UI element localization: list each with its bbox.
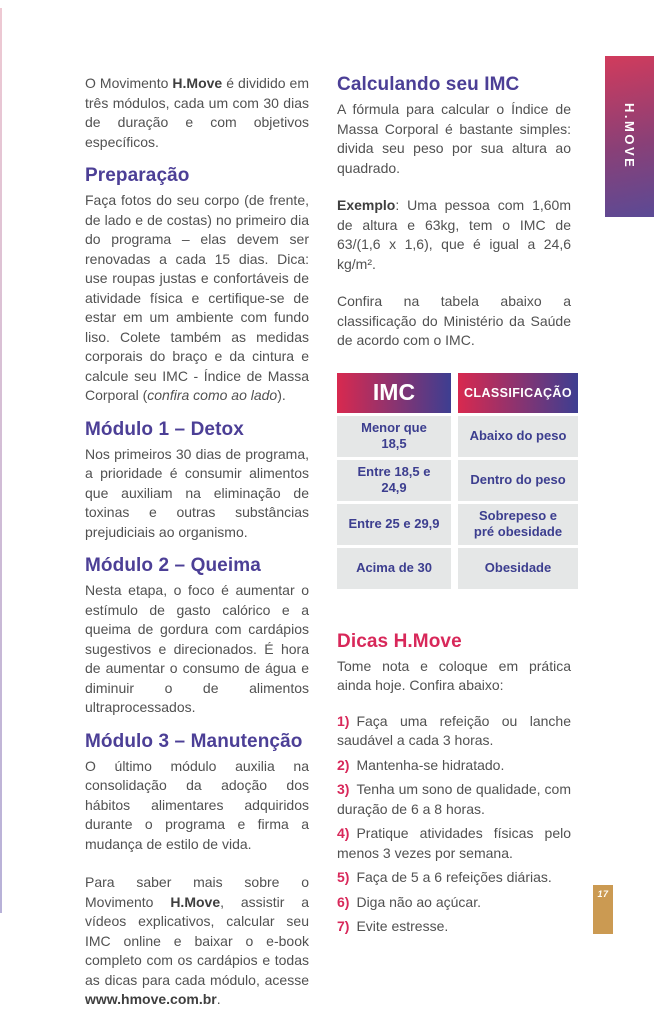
dica-number: 3) [337, 781, 350, 797]
dicas-section [337, 631, 571, 937]
chapter-tab-label: H.MOVE [622, 103, 637, 170]
table-cell-imc-row4: Acima de 30 [337, 548, 451, 589]
outro-text-before: Para saber mais sobre o Movimento [85, 874, 309, 910]
table-cell-imc-row2: Entre 18,5 e 24,9 [337, 460, 451, 501]
outro-text-after: . [216, 991, 221, 1007]
brand-name: H.Move [172, 75, 223, 91]
website-url: www.hmove.com.br [85, 991, 217, 1007]
dica-text: Mantenha-se hidratado. [356, 756, 505, 773]
intro-paragraph [85, 74, 309, 152]
modulo2-paragraph: Nesta etapa, o foco é aumentar o estímulo de gasto calórico e a queima de gordura com cardápios sugestivos e direcionados. É hora de aumentar o consumo de água e diminuir o de alimentos ultraprocessados. [85, 582, 309, 715]
dica-text: Faça uma refeição ou lanche saudável a cada 3 horas. [337, 712, 571, 748]
table-header-classificacao: CLASSIFICAÇÃO [458, 373, 578, 413]
example-label: Exemplo [337, 197, 396, 213]
imc-formula-paragraph: A fórmula para calcular o Índice de Massa Corporal é bastante simples: divida seu peso por sua altura ao quadrado. [337, 101, 571, 176]
imc-table-intro-paragraph: Confira na tabela abaixo a classificação do Ministério da Saúde de acordo com o IMC. [337, 293, 571, 348]
dica-text: Tenha um sono de qualidade, com duração de 6 a 8 horas. [337, 781, 571, 817]
imc-classification-table [337, 373, 571, 589]
preparacao-text: Faça fotos do seu corpo (de frente, de lado e de costas) no primeiro dia do programa – elas devem ser renovadas a cada 15 dias. Dica: use roupas justas e confortáveis de atividade física e certifique-se de estar em um ambiente com fundo liso. Colete também as medidas corporais do braço e da cintura e calcule seu IMC - Índice de Massa Corporal ( [85, 192, 309, 403]
dica-text: Diga não ao açúcar. [356, 893, 481, 910]
table-cell-class-row2: Dentro do peso [458, 460, 578, 501]
table-cell-class-row4: Obesidade [458, 548, 578, 589]
table-cell-class-row1: Abaixo do peso [458, 416, 578, 457]
left-column [85, 74, 309, 1023]
page-number: 17 [597, 889, 609, 899]
chapter-tab-hmove [605, 56, 654, 217]
outro-paragraph [85, 873, 309, 1010]
dica-item-2 [337, 756, 571, 776]
section-title-modulo3: Módulo 3 – Manutenção [85, 730, 303, 752]
modulo1-paragraph: Nos primeiros 30 dias de programa, a prioridade é consumir alimentos que auxiliam na eliminação de toxinas e outras substâncias prejudiciais ao organismo. [85, 445, 309, 540]
dica-item-6 [337, 893, 571, 913]
table-cell-imc-row1: Menor que 18,5 [337, 416, 451, 457]
page-number-badge [593, 885, 613, 934]
section-title-modulo1: Módulo 1 – Detox [85, 418, 244, 440]
table-cell-class-row3: Sobrepeso e pré obesidade [458, 504, 578, 545]
dica-text: Evite estresse. [356, 918, 449, 934]
preparacao-text-end: ). [277, 387, 286, 403]
dica-item-4 [337, 824, 571, 863]
table-cell-imc-row3: Entre 25 e 29,9 [337, 504, 451, 545]
section-title-modulo2: Módulo 2 – Queima [85, 555, 261, 576]
dica-number: 4) [337, 825, 350, 841]
dica-text: Pratique atividades físicas pelo menos 3 vezes por semana. [337, 825, 571, 861]
imc-example-paragraph [337, 196, 571, 274]
section-title-calculando-imc: Calculando seu IMC [337, 74, 520, 95]
dica-number: 7) [337, 918, 350, 934]
dica-number: 6) [337, 893, 350, 910]
outro-text-mid: , assistir a vídeos explicativos, calcular seu IMC online e baixar o e-book completo com os cardápios e todas as dicas para cada módulo, acesse [85, 893, 310, 988]
example-text: : Uma pessoa com 1,60m de altura e 63kg, tem o IMC de 63/(1,6 x 1,6), que é igual a 24,6 kg/m². [337, 197, 571, 272]
section-title-preparacao: Preparação [85, 165, 190, 186]
table-header-imc: IMC [337, 373, 451, 413]
dica-number: 1) [337, 712, 350, 729]
dica-item-5 [337, 868, 571, 888]
dica-number: 2) [337, 756, 350, 773]
dica-item-1 [337, 712, 571, 751]
intro-text-before: O Movimento [85, 75, 173, 91]
dica-text: Faça de 5 a 6 refeições diárias. [356, 869, 552, 885]
page-edge-gradient [0, 8, 2, 913]
dica-number: 5) [337, 869, 350, 885]
dica-item-3 [337, 780, 571, 819]
preparacao-italic-note: confira como ao lado [147, 387, 278, 403]
intro-text-after: é dividido em três módulos, cada um com 30 dias de duração e com objetivos específicos. [85, 75, 310, 150]
section-title-dicas: Dicas H.Move [337, 630, 462, 652]
preparacao-paragraph [85, 191, 309, 406]
right-column [337, 74, 571, 942]
dicas-intro-paragraph: Tome nota e coloque em prática ainda hoje. Confira abaixo: [337, 657, 571, 693]
brand-name: H.Move [170, 893, 221, 910]
modulo3-paragraph: O último módulo auxilia na consolidação da adoção dos hábitos alimentares adquiridos durante o programa e firma a mudança de estilo de vida. [85, 757, 309, 852]
